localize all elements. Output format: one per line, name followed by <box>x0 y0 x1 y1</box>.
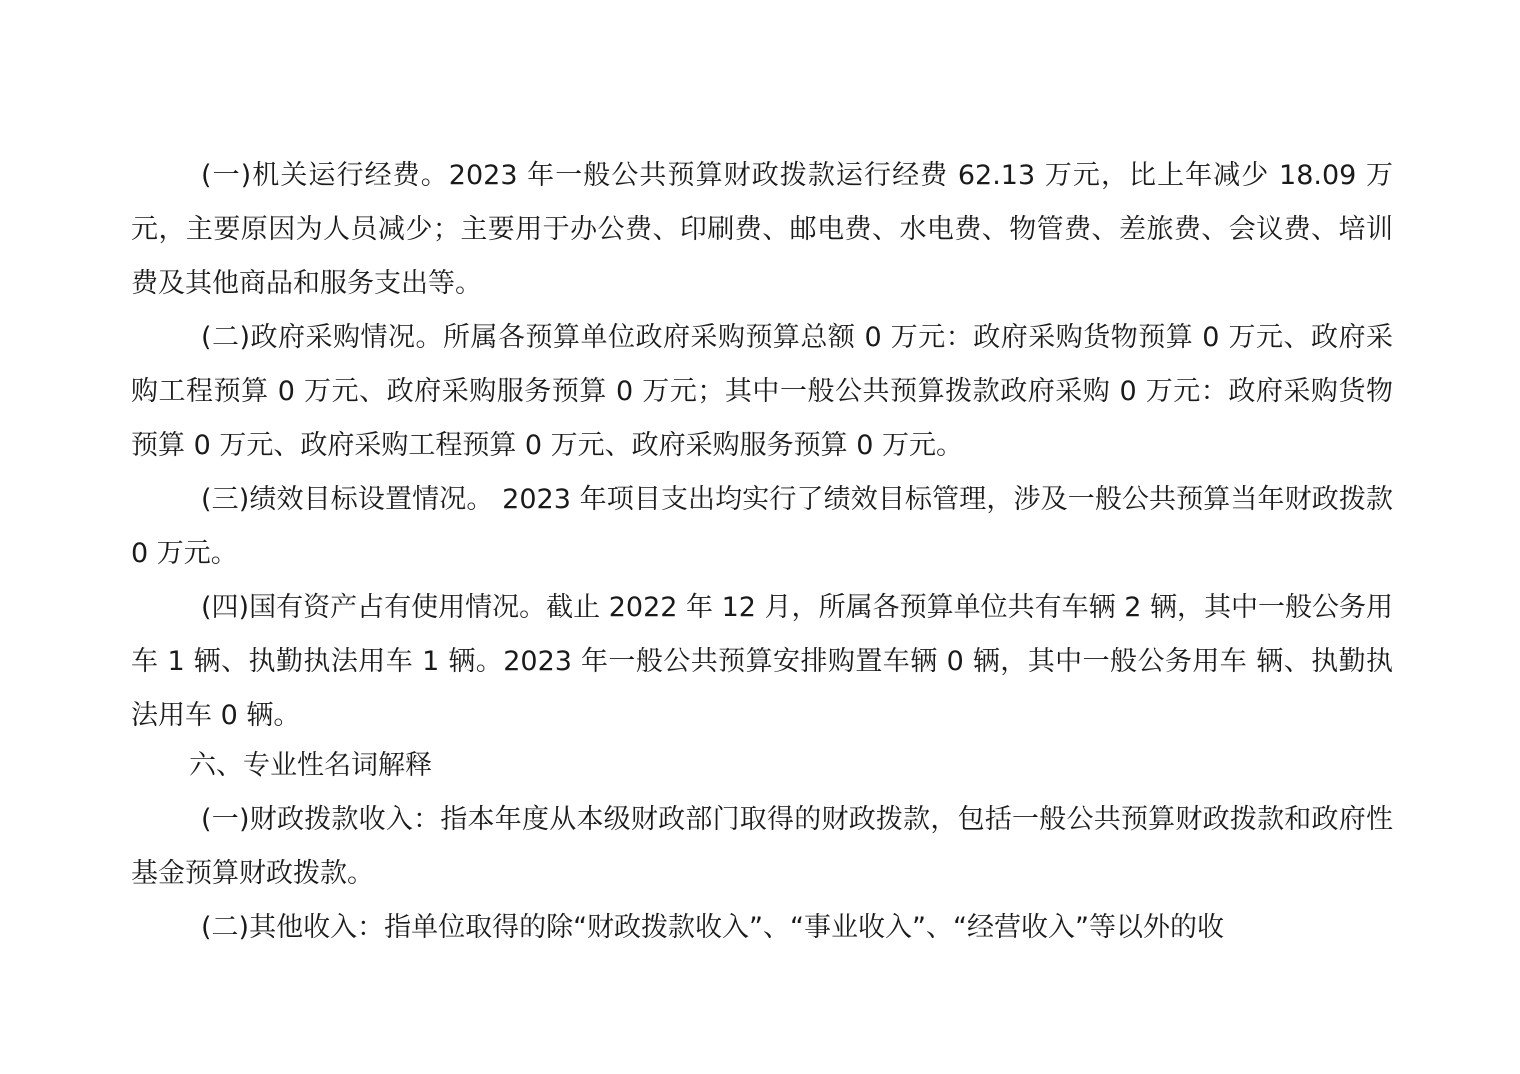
paragraph-performance-targets: (三)绩效目标设置情况。 2023 年项目支出均实行了绩效目标管理，涉及一般公共预算当年财政拨款 0 万元。 <box>131 484 1393 569</box>
definition-other-income: (二)其他收入：指单位取得的除“财政拨款收入”、“事业收入”、“经营收入”等以外的收 <box>201 912 1224 943</box>
paragraph-operating-expenses: (一)机关运行经费。2023 年一般公共预算财政拨款运行经费 62.13 万元，比上年减少 18.09 万元，主要原因为人员减少；主要用于办公费、印刷费、邮电费、水电费、物管费、差旅费、会议费、培训费及其他商品和服务支出等。 <box>131 160 1393 299</box>
section-heading-terms: 六、专业性名词解释 <box>189 750 432 781</box>
definition-fiscal-appropriation-income: (一)财政拨款收入：指本年度从本级财政部门取得的财政拨款，包括一般公共预算财政拨款和政府性基金预算财政拨款。 <box>131 804 1393 889</box>
document-body <box>131 149 1393 955</box>
paragraph-government-procurement: (二)政府采购情况。所属各预算单位政府采购预算总额 0 万元：政府采购货物预算 0 万元、政府采购工程预算 0 万元、政府采购服务预算 0 万元；其中一般公共预算拨款政府采购 0 万元：政府采购货物预算 0 万元、政府采购工程预算 0 万元、政府采购服务预算 0 万元。 <box>131 322 1393 461</box>
paragraph-state-assets: (四)国有资产占有使用情况。截止 2022 年 12 月，所属各预算单位共有车辆 2 辆，其中一般公务用车 1 辆、执勤执法用车 1 辆。2023 年一般公共预算安排购置车辆 0 辆，其中一般公务用车 辆、执勤执法用车 0 辆。 <box>131 592 1393 731</box>
